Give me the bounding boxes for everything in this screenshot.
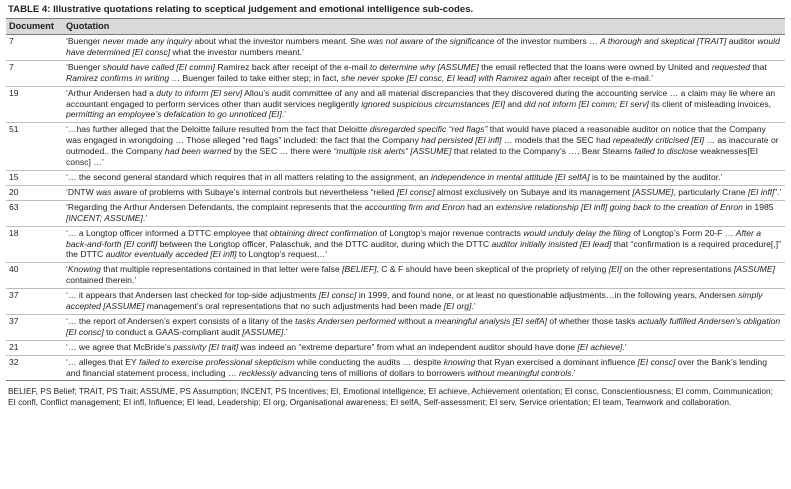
quotation-emphasis: passivity [EI trait]: [173, 341, 239, 352]
quotation-text: ‘… alleges that EY: [66, 356, 139, 367]
table-row: [6, 226, 785, 263]
quotation-emphasis: recklessly: [238, 367, 277, 378]
quotation-emphasis: permitting an employee’s defalcation to go unnoticed [EI]: [66, 109, 282, 120]
quotation-emphasis: A thorough and skeptical [TRAIT]: [600, 36, 727, 46]
quotation-text: ‘DNTW: [66, 186, 97, 197]
quotation-emphasis: [EI org]: [443, 301, 472, 312]
document-number-cell: 18: [6, 226, 63, 263]
table-row: [6, 35, 785, 61]
quotation-emphasis: should have called [EI comm]: [102, 61, 216, 72]
quotation-text: .’: [571, 367, 576, 378]
quotation-emphasis: with Ramirez again: [478, 72, 552, 83]
table-row: [6, 263, 785, 289]
quotation-emphasis: had been warned: [164, 146, 232, 157]
quotation-emphasis: had persisted [EI infl]: [421, 135, 502, 146]
quotation-emphasis: After a back-and-forth [EI confl]: [66, 227, 762, 249]
quotation-text: in 1999, and found none, or at least no questionable adjustments…in the following years, Andersen: [356, 290, 739, 301]
quotation-emphasis: [INCENT; ASSUME]: [66, 212, 143, 223]
quotation-text: ‘… a Longtop officer informed a DTTC employee that: [66, 227, 270, 238]
quotation-emphasis: disregarded specific “red flags”: [369, 124, 488, 135]
quotation-text: that would have placed a reasonable auditor on notice that the Company was engaged in wrongdoing … Those alleged “red flags” included: the fact that the Company: [66, 124, 766, 146]
document-number-cell: 7: [6, 35, 63, 61]
quotation-emphasis: would have determined [EI consc]: [66, 36, 780, 57]
quotation-text: Allou’s audit committee of any and all material discrepancies that they discovered during the accounting service … a claim may lie where an accountant engaged to perform services other than audit services negligently: [66, 87, 776, 109]
quotation-emphasis: to determine why [ASSUME]: [369, 61, 479, 72]
quotation-text: to conduct a GAAS-compliant audit: [103, 326, 243, 337]
quotation-emphasis: did not inform [EI comm; EI serv]: [524, 98, 649, 109]
document-number-cell: 37: [6, 314, 63, 340]
quotation-text: had an: [464, 201, 496, 212]
quotation-text: what the investor numbers meant.’: [170, 46, 304, 57]
quotation-emphasis: repeatedly criticised [EI]: [612, 135, 705, 146]
quotation-emphasis: [EI consc]: [396, 186, 435, 197]
quotation-text: and: [505, 98, 525, 109]
quotation-text: over the Bank’s lending and financial statement process, including …: [66, 356, 767, 378]
quotation-text: in 1985: [742, 201, 774, 212]
table-header-row: [6, 19, 785, 35]
quotation-text: … Buenger failed to take either step; in fact,: [169, 72, 342, 83]
quotation-cell: [63, 170, 785, 185]
table-row: [6, 60, 785, 86]
quotation-emphasis: independence in mental attitude [EI selfA]: [430, 171, 590, 182]
quotation-emphasis: [ASSUME]: [242, 326, 284, 337]
table-footnote: BELIEF, PS Belief; TRAIT, PS Trait; ASSUME, PS Assumption; INCENT, PS Incentives; EI, Emotional intelligence; EI achieve, Achievement orientation; EI consc, Conscientiousness; EI comm, Communication; EI confl, Conflict management; EI infl, Influence; EI lead, Leadership; EI org, Organisational awareness; EI selfA, Self-assessment; EI serv, Service orientation; EI team, Teamwork and collaboration.: [8, 386, 773, 407]
table-row: [6, 340, 785, 355]
table-row: [6, 200, 785, 226]
quotation-text: , C & F should have been skeptical of the propriety of relying: [376, 264, 609, 275]
quotation-text: auditor: [726, 36, 758, 46]
document-number-cell: 51: [6, 123, 63, 171]
document-number-cell: 7: [6, 60, 63, 86]
table-body: [6, 35, 785, 381]
quotation-text: ‘…has further alleged that the Deloitte failure resulted from the fact that Deloitte: [66, 124, 370, 135]
quotation-emphasis: [EI consc]: [637, 356, 676, 367]
quotations-table: [6, 18, 785, 381]
quotation-emphasis: accounting firm and Enron: [364, 201, 465, 212]
quotation-text: that: [750, 61, 767, 72]
quotation-text: , particularly Crane: [673, 186, 748, 197]
quotation-emphasis: failed to disclose: [634, 146, 698, 157]
quotation-text: ‘Regarding the Arthur Andersen Defendants, the complaint represents that the: [66, 201, 365, 212]
quotation-text: of problems with Subaye’s internal controls but nevertheless “relied: [137, 186, 397, 197]
quotation-text: ‘… it appears that Andersen last checked for top-side adjustments: [66, 290, 319, 301]
document-number-cell: 20: [6, 185, 63, 200]
document-number-cell: 37: [6, 289, 63, 315]
quotation-text: of whether those tasks: [547, 315, 638, 326]
quotation-text: almost exclusively on Subaye and its management: [434, 186, 633, 197]
quotation-cell: [63, 263, 785, 289]
table-row: [6, 185, 785, 200]
quotation-text: .’: [622, 341, 627, 352]
quotation-emphasis: was aware: [96, 186, 138, 197]
quotation-emphasis: duty to inform [EI serv]: [156, 87, 243, 98]
quotation-cell: [63, 123, 785, 171]
quotation-emphasis: tasks Andersen performed: [295, 315, 396, 326]
quotation-emphasis: [EI achieve]: [577, 341, 623, 352]
quotation-emphasis: knowing: [443, 356, 476, 367]
quotation-emphasis: [EI infl]: [747, 186, 775, 197]
quotation-text: ‘… the second general standard which requires that in all matters relating to the assignment, an: [66, 171, 431, 182]
quotation-text: that Ryan exercised a dominant influence: [475, 356, 638, 367]
quotation-emphasis: without meaningful controls: [467, 367, 572, 378]
quotation-emphasis: ignored suspicious circumstances [EI]: [361, 98, 506, 109]
quotation-text: by the SEC … there were: [231, 146, 334, 157]
quotation-cell: [63, 200, 785, 226]
quotation-cell: [63, 185, 785, 200]
quotation-text: without a: [395, 315, 435, 326]
quotation-text: ‘Arthur Andersen had a: [66, 87, 157, 98]
quotation-text: Ramirez back after receipt of the e-mail: [215, 61, 370, 72]
table-row: [6, 289, 785, 315]
quotation-text: of Longtop’s major revenue contracts: [377, 227, 524, 238]
quotation-text: ‘Buenger: [66, 36, 103, 46]
quotation-cell: [63, 86, 785, 123]
quotation-text: management’s oral representations that no such adjustments had been made: [144, 301, 444, 312]
quotation-emphasis: simply accepted [ASSUME]: [66, 290, 763, 312]
table-caption: TABLE 4: Illustrative quotations relating to sceptical judgement and emotional intelligence sub-codes.: [8, 4, 474, 15]
table-row: [6, 314, 785, 340]
document-number-cell: 19: [6, 86, 63, 123]
quotation-cell: [63, 314, 785, 340]
quotation-emphasis: auditor eventually acceded [EI infl]: [105, 249, 237, 260]
quotation-emphasis: she never spoke [EI consc, EI lead]: [341, 72, 476, 83]
table-row: [6, 170, 785, 185]
document-number-cell: 63: [6, 200, 63, 226]
quotation-cell: [63, 60, 785, 86]
quotation-emphasis: [ASSUME]: [733, 264, 775, 275]
quotation-text: .’: [471, 301, 476, 312]
quotation-cell: [63, 355, 785, 381]
quotation-emphasis: “multiple risk alerts” [ASSUME]: [333, 146, 452, 157]
quotation-emphasis: requested: [711, 61, 751, 72]
quotation-text: that related to the Company’s …, Bear Stearns: [451, 146, 635, 157]
table-row: [6, 355, 785, 381]
quotation-emphasis: Knowing: [67, 264, 101, 275]
quotation-cell: [63, 35, 785, 61]
quotation-text: on the other representations: [621, 264, 734, 275]
header-quotation: Quotation: [63, 19, 785, 35]
quotation-text: of Longtop’s Form 20-F …: [630, 227, 736, 238]
quotation-text: after receipt of the e-mail.’: [551, 72, 654, 83]
quotation-text: ‘: [66, 264, 68, 275]
quotation-text: ‘… we agree that McBride’s: [66, 341, 174, 352]
quotation-cell: [63, 289, 785, 315]
quotation-text: while conducting the audits … despite: [294, 356, 444, 367]
quotation-text: … as inaccurate or outmoded.. the Company: [66, 135, 779, 157]
quotation-emphasis: Ramirez confirms in writing: [66, 72, 170, 83]
quotation-emphasis: [EI consc]: [318, 290, 357, 301]
quotation-text: about what the investor numbers meant. She: [192, 36, 368, 46]
quotation-text: ‘Buenger: [66, 61, 103, 72]
quotation-text: ‘… the report of Andersen’s expert consists of a litany of the: [66, 315, 296, 326]
quotation-emphasis: failed to exercise professional skepticism: [138, 356, 295, 367]
document-number-cell: 21: [6, 340, 63, 355]
quotation-emphasis: actually fulfilled Andersen’s obligation [EI consc]: [66, 315, 781, 337]
quotation-cell: [63, 226, 785, 263]
quotation-text: .’: [142, 212, 148, 223]
quotation-text: ”.’: [774, 186, 782, 197]
quotation-emphasis: extensive relationship [EI infl] going back to the creation of Enron: [495, 201, 743, 212]
quotation-text: that “confirmation is a required procedure[,]” the DTTC: [66, 238, 781, 260]
quotation-text: advancing tens of millions of dollars to borrowers: [276, 367, 468, 378]
quotation-emphasis: [ASSUME]: [632, 186, 674, 197]
quotation-emphasis: never made any inquiry: [102, 36, 193, 46]
quotation-cell: [63, 340, 785, 355]
quotation-emphasis: [EI]: [608, 264, 622, 275]
quotation-text: the email reflected that the loans were owned by United and: [478, 61, 712, 72]
quotation-text: of the investor numbers …: [494, 36, 601, 46]
document-number-cell: 40: [6, 263, 63, 289]
quotation-text: its client of misleading invoices,: [648, 98, 772, 109]
quotation-text: .’: [281, 109, 287, 120]
quotation-text: that multiple representations contained in that letter were false: [100, 264, 343, 275]
quotation-emphasis: [BELIEF]: [342, 264, 377, 275]
quotation-text: … models that the SEC had: [501, 135, 613, 146]
quotation-text: .’: [283, 326, 288, 337]
header-document: Document: [6, 19, 63, 35]
quotation-emphasis: would unduly delay the filing: [523, 227, 631, 238]
document-number-cell: 15: [6, 170, 63, 185]
table-row: [6, 123, 785, 171]
quotation-emphasis: was not aware of the significance: [367, 36, 495, 46]
table-row: [6, 86, 785, 123]
quotation-text: between the Longtop officer, Palaschuk, and the DTTC auditor, during which the DTTC: [157, 238, 492, 249]
quotation-emphasis: obtaining direct confirmation: [269, 227, 378, 238]
quotation-text: weaknesses[EI consc] …’: [66, 146, 759, 168]
document-number-cell: 32: [6, 355, 63, 381]
quotation-text: to Longtop’s request…’: [236, 249, 328, 260]
quotation-emphasis: meaningful analysis [EI selfA]: [434, 315, 548, 326]
quotation-text: was indeed an “extreme departure” from what an independent auditor should have done: [238, 341, 578, 352]
quotation-text: is to be maintained by the auditor.’: [589, 171, 723, 182]
quotation-emphasis: auditor initially insisted [EI lead]: [491, 238, 612, 249]
quotation-text: contained therein.’: [66, 275, 137, 286]
